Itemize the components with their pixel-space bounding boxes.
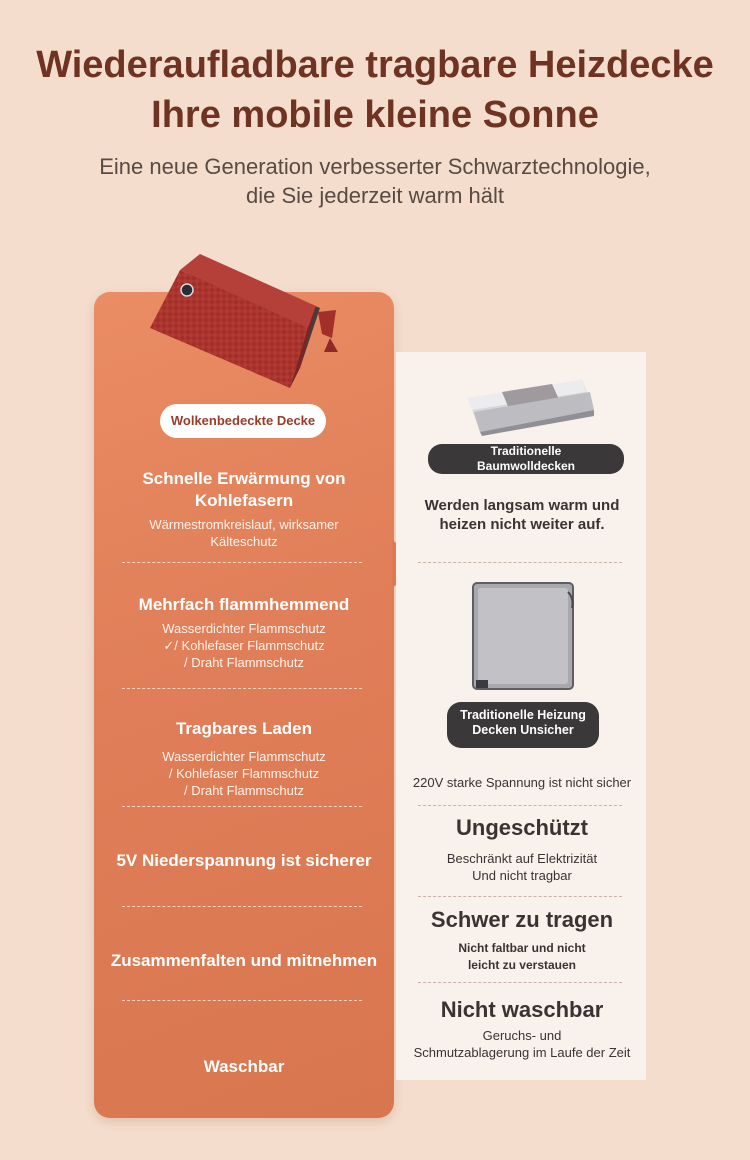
- feature-flame-desc-line-2: ✓/ Kohlefaser Flammschutz: [163, 638, 325, 653]
- left-divider-3: [122, 806, 362, 807]
- right-divider-2: [418, 805, 622, 806]
- feature-flame-title: Mehrfach flammhemmend: [138, 595, 350, 614]
- feature-carbon-desc-line-1: Wärmestromkreislauf, wirksamer: [149, 517, 339, 532]
- cotton-blanket-label-line-1: Traditionelle: [490, 444, 562, 458]
- title-line-1: Wiederaufladbare tragbare Heizdecke: [36, 44, 714, 86]
- feature-flame-desc-line-3: / Draht Flammschutz: [184, 655, 304, 670]
- feature-charging-title: Tragbares Laden: [175, 719, 313, 738]
- right-divider-1: [418, 562, 622, 563]
- right-divider-4: [418, 982, 622, 983]
- red-blanket-image: [140, 248, 350, 398]
- heating-blanket-label-line-2: Decken Unsicher: [472, 723, 574, 737]
- feature-carbon-title-line-2: Kohlefasern: [194, 491, 294, 510]
- not-washable-heading: Nicht waschbar: [440, 997, 604, 1022]
- feature-charging-desc-line-3: / Draht Flammschutz: [184, 783, 304, 798]
- heavy-desc: [396, 940, 648, 974]
- heavy-desc-line-1: Nicht faltbar und nicht: [458, 941, 586, 955]
- page-subtitle: [0, 152, 750, 210]
- subtitle-line-1: Eine neue Generation verbesserter Schwarztechnologie,: [99, 154, 651, 179]
- cotton-blanket-label: [428, 444, 624, 474]
- product-badge: Wolkenbedeckte Decke: [160, 404, 326, 438]
- left-divider-2: [122, 688, 362, 689]
- unprotected-desc: [396, 850, 648, 884]
- heavy-desc-line-2: leicht zu verstauen: [467, 958, 577, 972]
- cotton-blanket-image: [462, 370, 598, 438]
- feature-flame-desc: [94, 620, 394, 671]
- cotton-blanket-desc-line-1: Werden langsam warm und: [424, 497, 620, 514]
- feature-carbon-title-line-1: Schnelle Erwärmung von: [142, 469, 346, 488]
- feature-voltage-title: 5V Niederspannung ist sicherer: [116, 851, 372, 870]
- right-divider-3: [418, 896, 622, 897]
- not-washable-desc-line-1: Geruchs- und: [482, 1028, 562, 1043]
- cotton-blanket-label-line-2: Baumwolldecken: [476, 459, 576, 473]
- feature-carbon-desc-line-2: Kälteschutz: [210, 534, 278, 549]
- title-line-2: Ihre mobile kleine Sonne: [151, 94, 599, 136]
- heating-blanket-image: [470, 580, 576, 694]
- heating-blanket-desc: 220V starke Spannung ist nicht sicher: [412, 775, 632, 790]
- unprotected-desc-line-1: Beschränkt auf Elektrizität: [446, 851, 598, 866]
- heavy-heading: Schwer zu tragen: [430, 907, 614, 932]
- not-washable-desc: [396, 1027, 648, 1061]
- unprotected-heading: Ungeschützt: [456, 815, 588, 840]
- left-divider-1: [122, 562, 362, 563]
- page-title: [0, 40, 750, 140]
- feature-charging-desc-line-2: / Kohlefaser Flammschutz: [168, 766, 320, 781]
- left-divider-5: [122, 1000, 362, 1001]
- feature-charging-desc-line-1: Wasserdichter Flammschutz: [162, 749, 326, 764]
- feature-flame-desc-line-1: Wasserdichter Flammschutz: [162, 621, 326, 636]
- feature-fold-title: Zusammenfalten und mitnehmen: [110, 951, 378, 970]
- heating-blanket-label-line-1: Traditionelle Heizung: [460, 708, 586, 722]
- feature-washable-title: Waschbar: [203, 1057, 285, 1076]
- feature-charging-desc: [94, 748, 394, 799]
- cotton-blanket-desc-line-2: heizen nicht weiter auf.: [439, 516, 605, 533]
- not-washable-desc-line-2: Schmutzablagerung im Laufe der Zeit: [413, 1045, 631, 1060]
- cotton-blanket-desc: [396, 496, 648, 534]
- unprotected-desc-line-2: Und nicht tragbar: [472, 868, 572, 883]
- heating-blanket-label: [447, 702, 599, 748]
- subtitle-line-2: die Sie jederzeit warm hält: [245, 183, 504, 208]
- left-divider-4: [122, 906, 362, 907]
- feature-carbon-title: [94, 468, 394, 512]
- feature-carbon-desc: [94, 516, 394, 550]
